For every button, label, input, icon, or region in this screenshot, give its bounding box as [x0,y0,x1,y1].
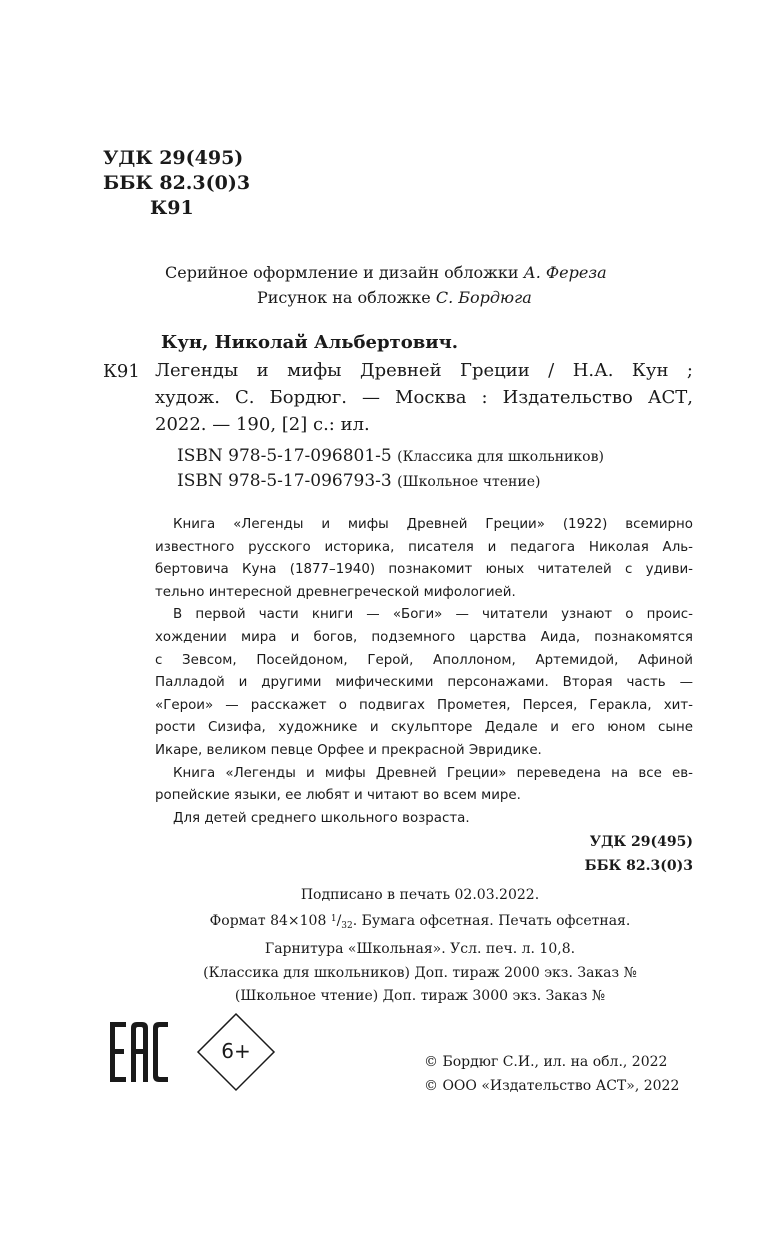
isbn-number: ISBN 978-5-17-096793-3 [177,471,392,491]
annotation-line: Книга «Легенды и мифы Древней Греции» (1922) всемирно [173,517,693,532]
copyright-illustrator: © Бордюг С.И., ил. на обл., 2022 [424,1054,668,1070]
biblio-line: Легенды и мифы Древней Греции / Н.А. Кун ; [155,360,693,381]
annotation-line: Книга «Легенды и мифы Древней Греции» переведена на все ев- [173,765,693,781]
cover-illustrator-name: С. Бордюга [435,288,532,307]
udk-code-repeat: УДК 29(495) [589,834,693,850]
imprint-format-paper: . Бумага офсетная. Печать офсетная. [352,912,631,929]
imprint-run-school: (Школьное чтение) Доп. тираж 3000 экз. Заказ № [234,988,606,1004]
annotation-line: тельно интересной древнегреческой мифологией. [155,584,516,600]
annotation-line: В первой части книги — «Боги» — читатели узнают о проис- [173,607,693,623]
imprint-block [180,884,660,1009]
isbn-line [177,446,604,466]
biblio-description [155,357,693,438]
imprint-typeface: Гарнитура «Школьная». Усл. печ. л. 10,8. [264,941,576,957]
annotation-line: Икаре, великом певце Орфее и прекрасной Эвридике. [155,742,542,758]
bbk-code-repeat: ББК 82.3(0)3 [584,858,693,874]
cover-illustration-credit-text: Рисунок на обложке [257,288,431,307]
age-rating-badge [196,1012,276,1092]
eac-mark-icon [110,1022,170,1082]
annotation-line: ропейские языки, ее любят и читают во всем мире. [155,788,521,804]
imprint-format-denominator: 32 [341,920,353,931]
imprint-format: Формат 84×108 $^1/_{32}$. Бумага офсетная. Печать офсетная. [209,912,631,931]
bbk-code: ББК 82.3(0)3 [103,172,251,194]
annotation-line: известного русского историка, писателя и педагога Николая Аль- [155,539,693,555]
annotation-audience: Для детей среднего школьного возраста. [173,810,470,826]
isbn-number: ISBN 978-5-17-096801-5 [177,446,392,466]
biblio-line: 2022. — 190, [2] с.: ил. [155,414,370,435]
cover-designer-name: А. Фереза [523,263,607,282]
imprint-signed: Подписано в печать 02.03.2022. [300,887,540,903]
cover-design-credit-text: Серийное оформление и дизайн обложки [165,263,519,282]
imprint-format-numerator: 1 [330,913,337,924]
udk-code: УДК 29(495) [103,147,244,169]
biblio-mark: К91 [103,361,140,382]
isbn-series-note: (Классика для школьников) [397,449,604,465]
isbn-series-note: (Школьное чтение) [397,474,541,490]
cover-design-credit [165,262,607,284]
imprint-run-classics: (Классика для школьников) Доп. тираж 2000 экз. Заказ № [203,964,637,981]
biblio-line: худож. С. Бордюг. — Москва : Издательство АСТ, [155,387,693,408]
annotation-line: рости Сизифа, художнике и скульпторе Дедале и его юном сыне [155,720,693,736]
copyright-publisher: © ООО «Издательство АСТ», 2022 [424,1078,680,1094]
annotation-line: хождении мира и богов, подземного царства Аида, познакомятся [155,629,693,645]
cover-illustration-credit [257,287,532,309]
biblio-author: Кун, Николай Альбертович. [161,332,459,353]
age-rating-label: 6+ [221,1039,251,1063]
author-mark: К91 [150,197,194,219]
annotation-line: бертовича Куна (1877–1940) познакомит юных читателей с удиви- [155,562,693,578]
annotation-line: Палладой и другими мифическими персонажами. Вторая часть — [155,675,693,691]
annotation-line: «Герои» — расскажет о подвигах Прометея, Персея, Геракла, хит- [155,697,693,713]
imprint-format-size: Формат 84×108 [209,912,327,929]
annotation [155,514,693,830]
annotation-line: с Зевсом, Посейдоном, Герой, Аполлоном, Артемидой, Афиной [155,652,693,668]
isbn-line [177,471,540,491]
